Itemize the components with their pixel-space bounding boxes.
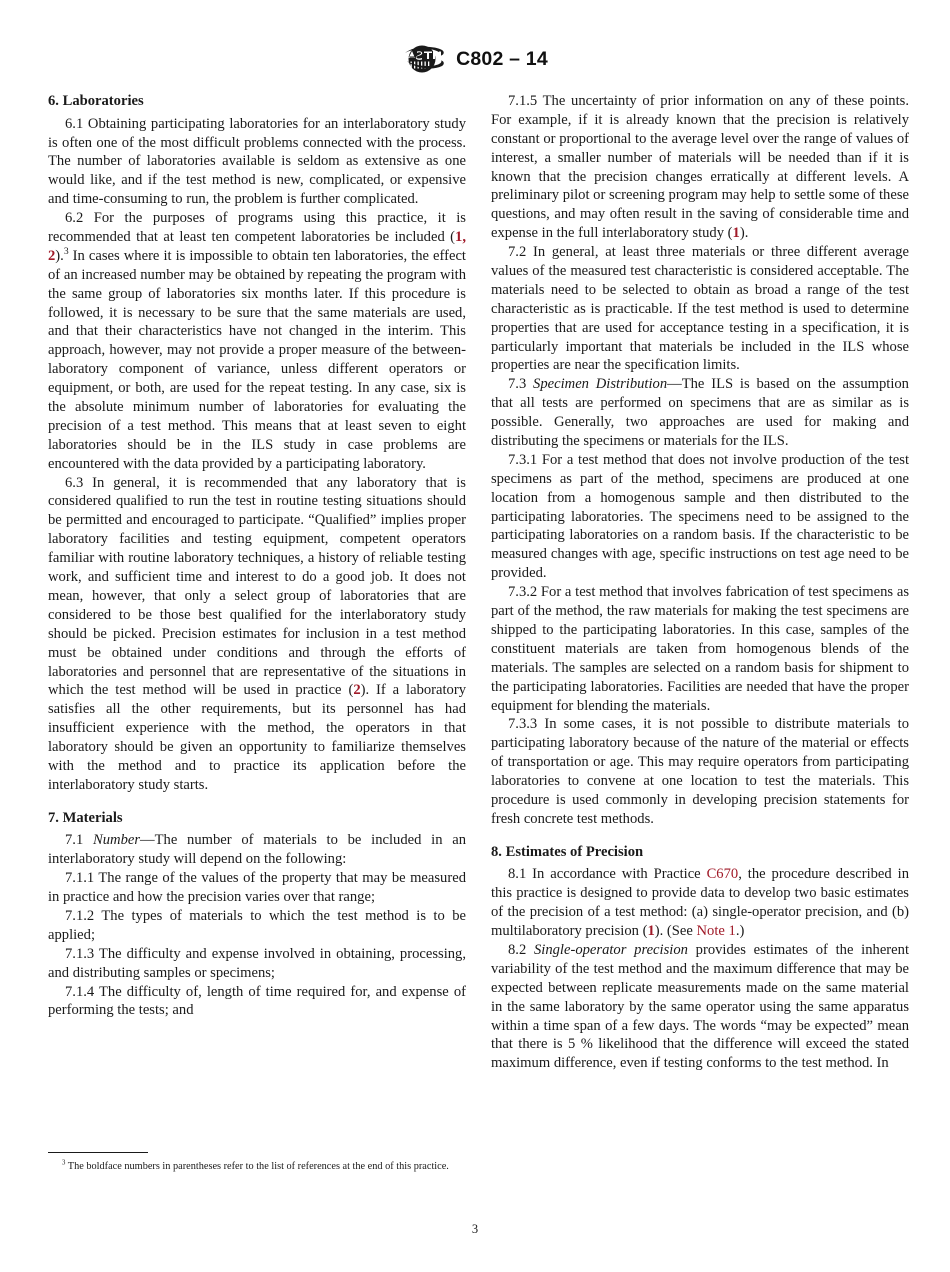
- paragraph-6-2-text-c: In cases where it is impossible to obtain ten laboratories, the effect of an increased number may be obtained by repeating the program with the same group of laboratories six months later. If this procedure is followed, it is necessary to be sure that the same materials are used, and that their characteristics have not changed in the interim. This approach, however, may not provide a proper measure of the between-laboratory component of variance, unless different operators or equipment, or both, are used for the repeat testing. In any case, six is the absolute minimum number of laboratories for evaluating the precision of a test method. This means that at least seven to eight laboratories should be in the ILS study in case problems are encountered with the data provided by a participating laboratory.: [48, 247, 466, 472]
- paragraph-7-1-1-text: 7.1.1 The range of the values of the property that may be measured in practice and how the precision varies over that range;: [48, 870, 466, 906]
- paragraph-7-2: [491, 243, 909, 375]
- reference-link-1-b[interactable]: 1: [647, 923, 655, 940]
- document-designation: C802 – 14: [456, 47, 548, 70]
- paragraph-8-1-text-d: .): [735, 923, 745, 940]
- paragraph-7-1: [48, 831, 466, 869]
- footnote-block: [48, 1152, 466, 1174]
- paragraph-7-3-text: —The ILS is based on the assumption that all tests are performed on specimens that are as similar as is possible. Generally, two approaches are used for making and distributing the specimens or materials for the ILS.: [491, 376, 909, 450]
- reference-link-1-2[interactable]: 1, 2: [48, 229, 466, 264]
- astm-logo-icon: [402, 44, 446, 74]
- paragraph-7-3-term: Specimen Distribution: [533, 376, 668, 393]
- paragraph-7-1-2-text: 7.1.2 The types of materials to which the test method is to be applied;: [48, 907, 466, 943]
- paragraph-8-1-text-c: ). (See: [654, 923, 697, 940]
- footnote-3: [48, 1160, 466, 1174]
- paragraph-7-1-5-text-b: ).: [739, 225, 749, 242]
- paragraph-7-3-number: 7.3: [508, 376, 534, 393]
- paragraph-7-1-number: 7.1: [65, 832, 93, 849]
- page-header: [0, 44, 950, 74]
- paragraph-7-1-5: [491, 92, 909, 243]
- reference-link-2[interactable]: 2: [353, 682, 361, 699]
- paragraph-7-3-2-text: 7.3.2 For a test method that involves fabrication of test specimens as part of the method, the raw materials for making the test specimens are shipped to the participating laboratories. In this case, samples of the constituent materials are taken from homogenous blends of the materials. The samples are selected on a random basis for shipment to the participating laboratories. Facilities are needed that have the proper equipment for blending the materials.: [491, 584, 909, 714]
- paragraph-8-1: [491, 865, 909, 941]
- footnote-number-marker: 3: [62, 1159, 66, 1167]
- paragraph-7-3: [491, 375, 909, 451]
- paragraph-6-2-text-a: 6.2 For the purposes of programs using this practice, it is recommended that at least ten competent laboratories be included (: [48, 210, 466, 246]
- paragraph-7-1-4: [48, 983, 466, 1021]
- section-heading-8: 8. Estimates of Precision: [491, 843, 644, 860]
- paragraph-8-2-text: provides estimates of the inherent variability of the test method and the maximum difference that may be expected between replicate measurements made on the same material in the same laboratory by the same operator using the same apparatus within a time span of a few days. The words “may be expected” mean that there is 5 % likelihood that the difference will exceed the stated maximum difference, even if testing conforms to the test method. In: [491, 941, 909, 1072]
- section-heading-6: 6. Laboratories: [48, 93, 144, 109]
- paragraph-7-3-1: [491, 451, 909, 583]
- paragraph-6-3: [48, 474, 466, 795]
- left-column: [48, 92, 466, 1157]
- reference-link-1[interactable]: 1: [732, 225, 740, 242]
- paragraph-6-3-text-a: 6.3 In general, it is recommended that any laboratory that is considered qualified to run the test in routine testing situations should be permitted and encouraged to participate. “Qualified” implies proper laboratory facilities and testing equipment, competent operators familiar with routine laboratory techniques, a history of reliable testing work, and sufficient time and interest to do a good job. It does not mean, however, that only a select group of laboratories that are considered to be those best qualified for the interlaboratory study should be picked. Precision estimates for inclusion in a test method must be obtained under conditions and through the efforts of laboratories and personnel that are representative of the situations in which the test method will be used in practice (: [48, 474, 466, 699]
- footnote-marker-3[interactable]: 3: [63, 246, 69, 258]
- paragraph-6-3-text-b: ). If a laboratory satisfies all the other requirements, but its personnel has had insufficient experience with the method, the operators in that laboratory should be given an opportunity to familiarize themselves with the method and to practice its application before the interlaboratory study starts.: [48, 682, 467, 793]
- paragraph-7-1-4-text: 7.1.4 The difficulty of, length of time required for, and expense of performing the tests; and: [48, 983, 466, 1019]
- page-number: 3: [471, 1222, 479, 1236]
- right-column: [491, 92, 909, 1157]
- paragraph-6-2: [48, 209, 466, 473]
- paragraph-8-2-term: Single-operator precision: [533, 941, 688, 958]
- paragraph-8-2-number: 8.2: [508, 941, 534, 958]
- paragraph-7-1-3: [48, 945, 466, 983]
- paragraph-7-2-text: 7.2 In general, at least three materials or three different average values of the measured test characteristic is considered acceptable. The materials need to be selected to obtain as broad a range of the test characteristic as is practicable. If the test method is used to determine properties that are used for acceptance testing in a specification, it is particularly important that materials be included in the ILS whose properties are near the specification limits.: [491, 244, 909, 374]
- paragraph-7-1-term: Number: [93, 832, 141, 849]
- paragraph-7-3-3-text: 7.3.3 In some cases, it is not possible to distribute materials to participating laboratory because of the nature of the material or effects of transportation or age. This may require operators from participating laboratories to convene at one location to test the materials. This procedure is used commonly in developing precision statements for fresh concrete test methods.: [491, 716, 909, 827]
- note-link-note-1[interactable]: Note 1: [696, 923, 736, 940]
- paragraph-7-1-3-text: 7.1.3 The difficulty and expense involved in obtaining, processing, and distributing samples or specimens;: [48, 945, 466, 981]
- paragraph-8-2: [491, 941, 909, 1073]
- footnote-3-text: The boldface numbers in parentheses refer to the list of references at the end of this practice.: [65, 1161, 449, 1172]
- paragraph-8-1-text-a: 8.1 In accordance with Practice: [508, 866, 707, 883]
- paragraph-7-3-3: [491, 715, 909, 828]
- paragraph-7-1-text: —The number of materials to be included in an interlaboratory study will depend on the following:: [48, 832, 467, 868]
- paragraph-7-1-1: [48, 869, 466, 907]
- paragraph-8-1-text-b: , the procedure described in this practice is designed to provide data to develop two basic estimates of the precision of a test method: (a) single-operator precision, and (b) multilaboratory precision (: [491, 866, 909, 940]
- paragraph-6-2-text-b: ).: [55, 247, 64, 264]
- paragraph-6-1-text: 6.1 Obtaining participating laboratories for an interlaboratory study is often one of the most difficult problems connected with the process. The number of laboratories available is seldom as extensive as one would like, and if the test method is new, complicated, or expensive and time-consuming to run, the problem is further complicated.: [48, 115, 466, 208]
- footnote-separator-rule: [48, 1152, 148, 1153]
- section-heading-7: 7. Materials: [48, 809, 123, 826]
- paragraph-7-3-2: [491, 583, 909, 715]
- two-column-body: [48, 92, 910, 1157]
- paragraph-7-1-5-text-a: 7.1.5 The uncertainty of prior information on any of these points. For example, if it is already known that the precision is relatively constant or proportional to the average level over the range of values of interest, a smaller number of materials will be needed than if it is known that the precision changes erratically at different levels. A preliminary pilot or screening program may help to settle some of these questions, and may often result in the saving of considerable time and expense in the full interlaboratory study (: [491, 93, 909, 242]
- paragraph-6-1: [48, 115, 466, 209]
- paragraph-7-3-1-text: 7.3.1 For a test method that does not involve production of the test specimens as part of the method, specimens are produced at one location from a homogenous sample and then distributed to the participating laboratories. The specimens need to be assigned to the participating laboratories on a random basis. If the characteristic to be measured changes with age, specific instructions on test age need to be provided.: [491, 451, 909, 582]
- paragraph-7-1-2: [48, 907, 466, 945]
- practice-link-c670[interactable]: C670: [706, 866, 739, 883]
